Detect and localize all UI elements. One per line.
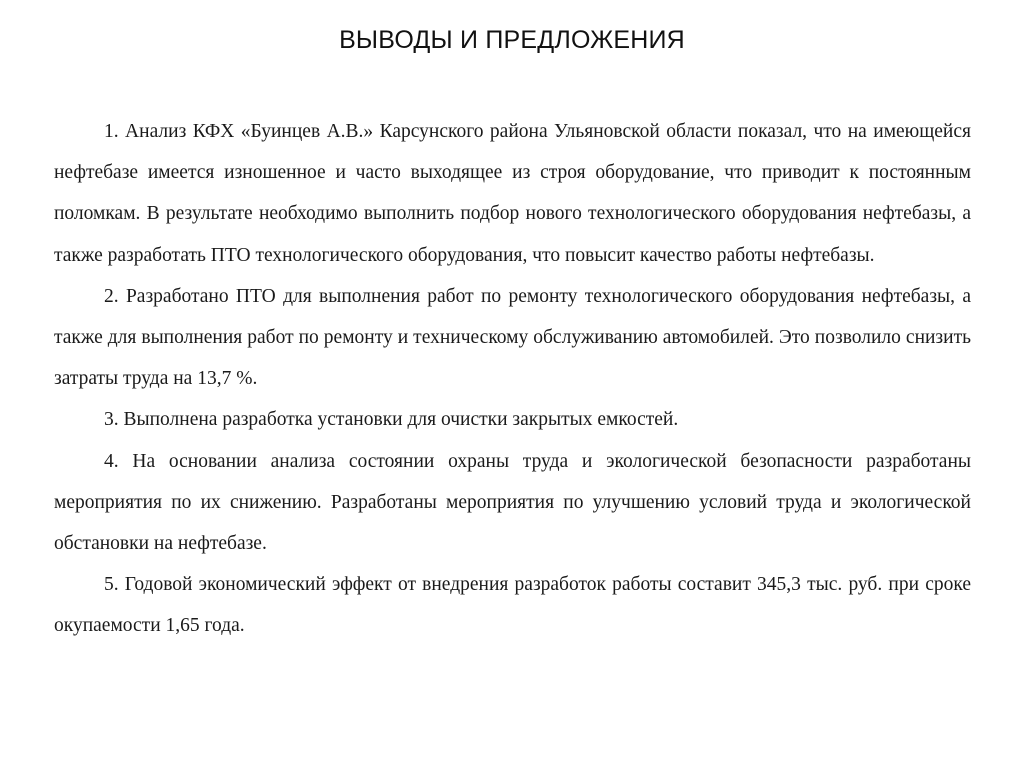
slide-title: ВЫВОДЫ И ПРЕДЛОЖЕНИЯ xyxy=(339,26,685,54)
conclusion-item-2: 2. Разработано ПТО для выполнения работ по ремонту технологического оборудования нефтебазы, а также для выполнения работ по ремонту и техническому обслуживанию автомобилей. Это позволило снизить затраты труда на 13,7 %. xyxy=(54,285,971,390)
conclusions-body xyxy=(54,111,971,647)
conclusion-item-1: 1. Анализ КФХ «Буинцев А.В.» Карсунского района Ульяновской области показал, что на имеющейся нефтебазе имеется изношенное и часто выходящее из строя оборудование, что приводит к постоянным поломкам. В результате необходимо выполнить подбор нового технологического оборудования нефтебазы, а также разработать ПТО технологического оборудования, что повысит качество работы нефтебазы. xyxy=(54,121,971,266)
conclusion-item-5: 5. Годовой экономический эффект от внедрения разработок работы составит 345,3 тыс. руб. при сроке окупаемости 1,65 года. xyxy=(54,574,971,637)
conclusion-item-3: 3. Выполнена разработка установки для очистки закрытых емкостей. xyxy=(104,409,679,431)
conclusion-item-4: 4. На основании анализа состоянии охраны труда и экологической безопасности разработаны мероприятия по их снижению. Разработаны мероприятия по улучшению условий труда и экологической обстановки на нефтебазе. xyxy=(54,450,971,555)
